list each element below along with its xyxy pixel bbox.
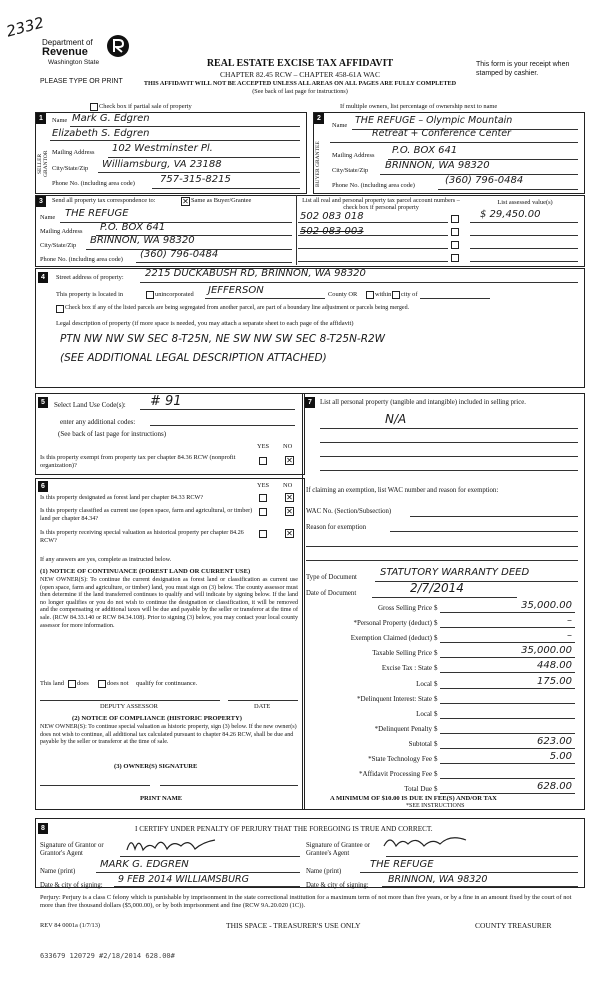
notice1-body: NEW OWNER(S): To continue the current designation as forest land or classification as current use (open space, farm and agriculture, or timber) land, you must sign on (3) below. The county assessor must then determine if the land transferred continues to qualify and will indicate by signing below. If the land no longer qualifies or you do not wish to continue the designation or classification, it will be removed and the compensating or additional taxes will be due and payable by the seller or transferor at the time of sale. (RCW 84.33.140 or RCW 84.34.108). Prior to signing (3) below, you may contact your local county assessor for more information. — [40, 577, 298, 629]
assessed-1[interactable]: $ 29,450.00 — [480, 209, 541, 220]
sec6-yes: YES — [257, 482, 270, 489]
receipt-stamp: 633679 120729 #2/18/2014 628.00# — [40, 952, 175, 960]
totals-underline — [440, 703, 575, 704]
sec6-no: NO — [283, 482, 293, 489]
seller-mailing-label: Mailing Address — [52, 149, 95, 156]
buyer-city[interactable]: BRINNON, WA 98320 — [385, 160, 490, 171]
see-instructions-note: *SEE INSTRUCTIONS — [406, 803, 465, 809]
reason-label: Reason for exemption — [306, 524, 367, 531]
city-of-label: city of — [401, 291, 418, 298]
seller-city-label: City/State/Zip — [52, 165, 89, 172]
qualify-label: qualify for continuance. — [136, 680, 198, 687]
this-land-label: This land — [40, 680, 64, 687]
form-chapter: CHAPTER 82.45 RCW – CHAPTER 458-61A WAC — [220, 70, 380, 79]
historic-question: Is this property receiving special valuation as historical property per chapter 84.26 RCW? — [40, 529, 244, 544]
totals-label: *Personal Property (deduct) — [353, 619, 432, 628]
notice2-title: (2) NOTICE OF COMPLIANCE (HISTORIC PROPERTY) — [72, 715, 242, 722]
segregated-checkbox[interactable] — [56, 305, 64, 313]
grantee-date-city[interactable]: BRINNON, WA 98320 — [388, 874, 488, 885]
does-label: does — [77, 680, 89, 687]
certify-statement: I CERTIFY UNDER PENALTY OF PERJURY THAT THE FOREGOING IS TRUE AND CORRECT. — [135, 825, 433, 833]
totals-value[interactable]: – — [567, 630, 572, 642]
totals-value[interactable]: 35,000.00 — [521, 600, 572, 611]
totals-value[interactable]: – — [567, 615, 572, 627]
dept-line2: Revenue — [42, 46, 88, 58]
totals-underline — [440, 718, 575, 719]
buyer-side-label: BUYER GRANTEE — [315, 141, 321, 187]
grantor-signature-label: Signature of Grantor or Grantor's Agent — [40, 842, 104, 857]
parcel-2-personal-checkbox[interactable] — [451, 228, 459, 236]
totals-underline — [440, 748, 575, 749]
totals-value[interactable]: 175.00 — [537, 675, 572, 687]
totals-label: Total Due — [404, 785, 432, 794]
buyer-phone[interactable]: (360) 796-0484 — [445, 175, 524, 186]
land-use-code[interactable]: # 91 — [150, 394, 182, 409]
same-as-buyer-checkbox[interactable]: ✕ — [182, 197, 189, 206]
totals-underline — [440, 688, 575, 689]
totals-underline — [440, 672, 575, 673]
parcel-2[interactable]: 502 083 003 — [300, 226, 364, 237]
treasurer-use-only: THIS SPACE - TREASURER'S USE ONLY — [226, 921, 361, 930]
grantor-date-city[interactable]: 9 FEB 2014 WILLIAMSBURG — [118, 874, 250, 885]
deputy-date-label: DATE — [254, 703, 271, 710]
section-number-3: 3 — [36, 196, 46, 207]
perjury-notice: Perjury: Perjury is a class C felony which is punishable by imprisonment in the state correctional institution for a maximum term of not more than five years, or by a fine in an amount fixed by the court of not more than five thousand dollars ($5,000.00), or by both imprisonment and fine (RCW 9A.20.020 (1C)). — [40, 894, 572, 909]
partial-sale-checkbox[interactable] — [90, 103, 98, 111]
totals-currency: $ — [434, 664, 438, 673]
parcel-header: List all real and personal property tax parcel account numbers – check box if personal property — [302, 197, 460, 211]
segregated-label: Check box if any of the listed parcels are being segregated from another parcel, are part of a boundary line adjustment or parcels being merged. — [65, 305, 410, 311]
county-or-label: County OR — [328, 291, 358, 298]
owner-signature-label: (3) OWNER(S) SIGNATURE — [114, 763, 198, 770]
section-number-8: 8 — [38, 823, 48, 834]
totals-currency: $ — [434, 770, 438, 779]
grantee-signature-scribble — [380, 832, 470, 854]
totals-currency: $ — [434, 694, 438, 703]
buyer-mailing-label: Mailing Address — [332, 152, 375, 159]
form-revision: REV 84 0001a (1/7/13) — [40, 922, 101, 929]
doc-type[interactable]: STATUTORY WARRANTY DEED — [380, 567, 530, 578]
notice1-title: (1) NOTICE OF CONTINUANCE (FOREST LAND OR CURRENT USE) — [40, 568, 251, 575]
totals-underline — [440, 627, 575, 628]
grantor-name-label: Name (print) — [40, 868, 76, 875]
buyer-mailing[interactable]: P.O. BOX 641 — [392, 145, 458, 156]
parcel-1[interactable]: 502 083 018 — [300, 211, 364, 222]
totals-label: Local — [416, 679, 432, 688]
grantor-signature-scribble — [125, 834, 220, 856]
totals-underline — [440, 778, 575, 779]
additional-codes-label: enter any additional codes: — [60, 418, 136, 426]
forest-no-checkbox[interactable]: ✕ — [286, 493, 293, 502]
if-yes-note: If any answers are yes, complete as instructed below. — [40, 556, 172, 563]
totals-label: Gross Selling Price — [377, 604, 432, 612]
legal-description-2[interactable]: (SEE ADDITIONAL LEGAL DESCRIPTION ATTACHED) — [60, 352, 327, 364]
sec3-name[interactable]: THE REFUGE — [65, 208, 129, 219]
grantee-signature[interactable] — [380, 832, 470, 854]
seller-name-label: Name — [52, 117, 68, 124]
sec3-phone-label: Phone No. (including area code) — [40, 256, 123, 263]
grantor-signature[interactable] — [125, 834, 220, 856]
dor-logo — [42, 34, 132, 68]
totals-label: Exemption Claimed (deduct) — [350, 634, 432, 643]
notice2-body: NEW OWNER(S): To continue special valuation as historic property, sign (3) below. If the new owner(s) does not wish to continue, all additional tax calculated pursuant to chapter 84.26 RCW, shall be due and payable by the seller or transferor at the time of sale. — [40, 724, 297, 746]
grantee-signature-label: Signature of Grantee or Grantee's Agent — [306, 842, 370, 857]
totals-value[interactable]: 448.00 — [537, 660, 572, 672]
totals-currency: $ — [434, 785, 438, 794]
sec5-see-back: (See back of last page for instructions) — [58, 430, 167, 438]
dept-line3: Washington State — [48, 59, 100, 66]
dept-line1: Department of — [42, 38, 93, 47]
wac-label: WAC No. (Section/Subsection) — [306, 508, 392, 515]
section-number-2: 2 — [314, 113, 324, 124]
totals-underline — [440, 612, 575, 613]
totals-label: Taxable Selling Price — [372, 649, 432, 658]
form-see-back: (See back of last page for instructions) — [252, 88, 348, 95]
personal-property-label: List all personal property (tangible and intangible) included in selling price. — [320, 399, 526, 406]
same-as-buyer-label: Same as Buyer/Grantee — [191, 197, 252, 204]
totals-label: *Delinquent Interest: State — [356, 694, 432, 703]
grantor-print-name[interactable]: MARK G. EDGREN — [100, 859, 189, 870]
legal-description-1[interactable]: PTN NW NW SW SEC 8-T25N, NE SW NW SW SEC 8-T25N-R2W — [60, 333, 386, 345]
section-number-5: 5 — [38, 397, 48, 408]
forest-yes-checkbox[interactable] — [259, 494, 267, 502]
totals-currency: $ — [434, 649, 438, 658]
grantee-name-label: Name (print) — [306, 868, 342, 875]
historic-no-checkbox[interactable]: ✕ — [286, 529, 293, 538]
totals-label: *Delinquent Penalty — [374, 724, 432, 733]
receipt-note: This form is your receipt when stamped by cashier. — [476, 61, 570, 77]
current-use-question: Is this property classified as current use (open space, farm and agricultural, or timber) land per chapter 84.34? — [40, 507, 253, 522]
form-note: THIS AFFIDAVIT WILL NOT BE ACCEPTED UNLESS ALL AREAS ON ALL PAGES ARE FULLY COMPLETED — [143, 80, 457, 87]
city-of-checkbox[interactable] — [392, 291, 400, 299]
totals-currency: $ — [434, 619, 438, 628]
totals-currency: $ — [434, 634, 438, 643]
seller-phone[interactable]: 757-315-8215 — [160, 174, 231, 185]
located-in-label: This property is located in — [56, 291, 124, 298]
multiple-owners-label: If multiple owners, list percentage of ownership next to name — [340, 103, 498, 110]
legal-description-label: Legal description of property (if more space is needed, you may attach a separate sheet to each page of the affidavit) — [56, 320, 354, 327]
parcel-4-personal-checkbox[interactable] — [451, 254, 459, 262]
section-number-4: 4 — [38, 272, 48, 283]
street-label: Street address of property: — [56, 274, 124, 281]
sec3-city-label: City/State/Zip — [40, 242, 77, 249]
sec5-yes: YES — [257, 443, 270, 450]
corner-number: 2332 — [4, 13, 46, 41]
totals-value[interactable]: 5.00 — [549, 751, 572, 762]
exempt-yes-checkbox[interactable] — [259, 457, 267, 465]
section-number-1: 1 — [36, 113, 46, 124]
buyer-name[interactable]: THE REFUGE – Olympic Mountain — [355, 115, 513, 126]
historic-yes-checkbox[interactable] — [259, 530, 267, 538]
please-type: PLEASE TYPE OR PRINT — [40, 78, 123, 85]
totals-label: Subtotal — [408, 739, 432, 748]
sec3-phone[interactable]: (360) 796-0484 — [140, 249, 219, 260]
totals-label: Local — [416, 709, 432, 718]
doc-type-label: Type of Document — [306, 574, 357, 581]
totals-value[interactable]: 35,000.00 — [521, 645, 572, 657]
section-4-box — [35, 268, 585, 388]
section-6-box — [35, 478, 305, 810]
sec3-name-label: Name — [40, 214, 56, 221]
totals-label: *State Technology Fee — [368, 755, 432, 763]
dor-emblem-icon — [106, 34, 130, 58]
land-use-label: Select Land Use Code(s): — [54, 401, 126, 409]
current-use-no-checkbox[interactable]: ✕ — [286, 507, 293, 516]
totals-value[interactable]: 628.00 — [537, 781, 572, 793]
seller-phone-label: Phone No. (including area code) — [52, 180, 135, 187]
does-checkbox[interactable] — [68, 680, 76, 688]
totals-underline — [440, 733, 575, 734]
seller-name2[interactable]: Elizabeth S. Edgren — [52, 128, 150, 139]
unincorporated-checkbox[interactable] — [146, 291, 154, 299]
totals-currency: $ — [434, 724, 438, 733]
unincorporated-label: unincorporated — [155, 291, 194, 298]
grantee-print-name[interactable]: THE REFUGE — [370, 859, 434, 870]
minimum-due-note: A MINIMUM OF $10.00 IS DUE IN FEE(S) AND/OR TAX — [330, 795, 497, 802]
send-correspondence-label: Send all property tax correspondence to: — [52, 197, 156, 204]
seller-mailing[interactable]: 102 Westminster Pl. — [112, 143, 213, 154]
seller-city[interactable]: Williamsburg, VA 23188 — [102, 159, 222, 170]
buyer-name2[interactable]: Retreat + Conference Center — [372, 128, 511, 139]
seller-side-label: SELLER GRANTOR — [37, 150, 49, 178]
totals-label: Excise Tax : State — [381, 664, 432, 673]
partial-sale-label: Check box if partial sale of property — [99, 103, 192, 110]
street-address[interactable]: 2215 DUCKABUSH RD, BRINNON, WA 98320 — [145, 268, 366, 279]
buyer-phone-label: Phone No. (including area code) — [332, 182, 415, 189]
does-not-label: does not — [107, 680, 129, 687]
totals-underline — [440, 657, 575, 658]
parcel-1-personal-checkbox[interactable] — [451, 215, 459, 223]
sec3-city[interactable]: BRINNON, WA 98320 — [90, 235, 195, 246]
county-treasurer-label: COUNTY TREASURER — [475, 921, 552, 930]
grantor-date-label: Date & city of signing: — [40, 882, 103, 889]
exempt-no-checkbox[interactable]: ✕ — [286, 456, 293, 465]
buyer-name-label: Name — [332, 122, 348, 129]
print-name-label: PRINT NAME — [140, 795, 183, 802]
totals-currency: $ — [434, 679, 438, 688]
grantee-date-label: Date & city of signing: — [306, 882, 369, 889]
does-not-checkbox[interactable] — [98, 680, 106, 688]
totals-currency: $ — [434, 739, 438, 748]
totals-underline — [440, 642, 575, 643]
doc-date-label: Date of Document — [306, 590, 357, 597]
exempt-question: Is this property exempt from property tax per chapter 84.36 RCW (nonprofit organization)? — [40, 454, 236, 469]
buyer-city-label: City/State/Zip — [332, 167, 369, 174]
forest-question: Is this property designated as forest land per chapter 84.33 RCW? — [40, 494, 204, 501]
totals-label: *Affidavit Processing Fee — [359, 770, 432, 779]
totals-currency: $ — [434, 604, 438, 612]
within-label: within — [375, 291, 392, 298]
totals-underline — [440, 763, 575, 764]
section-number-7: 7 — [305, 397, 315, 408]
deputy-assessor-label: DEPUTY ASSESSOR — [100, 703, 158, 710]
assessed-header: List assessed value(s) — [497, 199, 553, 206]
current-use-yes-checkbox[interactable] — [259, 508, 267, 516]
sec5-no: NO — [283, 443, 293, 450]
totals-currency: $ — [434, 755, 438, 763]
form-title: REAL ESTATE EXCISE TAX AFFIDAVIT — [206, 58, 394, 69]
totals-currency: $ — [434, 709, 438, 718]
parcel-3-personal-checkbox[interactable] — [451, 241, 459, 249]
sec3-mailing-label: Mailing Address — [40, 228, 83, 235]
totals-value[interactable]: 623.00 — [537, 735, 572, 747]
sec3-mailing[interactable]: P.O. BOX 641 — [100, 222, 166, 233]
personal-property-value[interactable]: N/A — [385, 412, 407, 426]
exemption-label: If claiming an exemption, list WAC number and reason for exemption: — [306, 487, 499, 494]
county-name[interactable]: JEFFERSON — [208, 285, 264, 296]
doc-date[interactable]: 2/7/2014 — [410, 581, 464, 595]
section-number-6: 6 — [38, 481, 48, 492]
within-checkbox[interactable] — [366, 291, 374, 299]
seller-name[interactable]: Mark G. Edgren — [72, 113, 150, 124]
